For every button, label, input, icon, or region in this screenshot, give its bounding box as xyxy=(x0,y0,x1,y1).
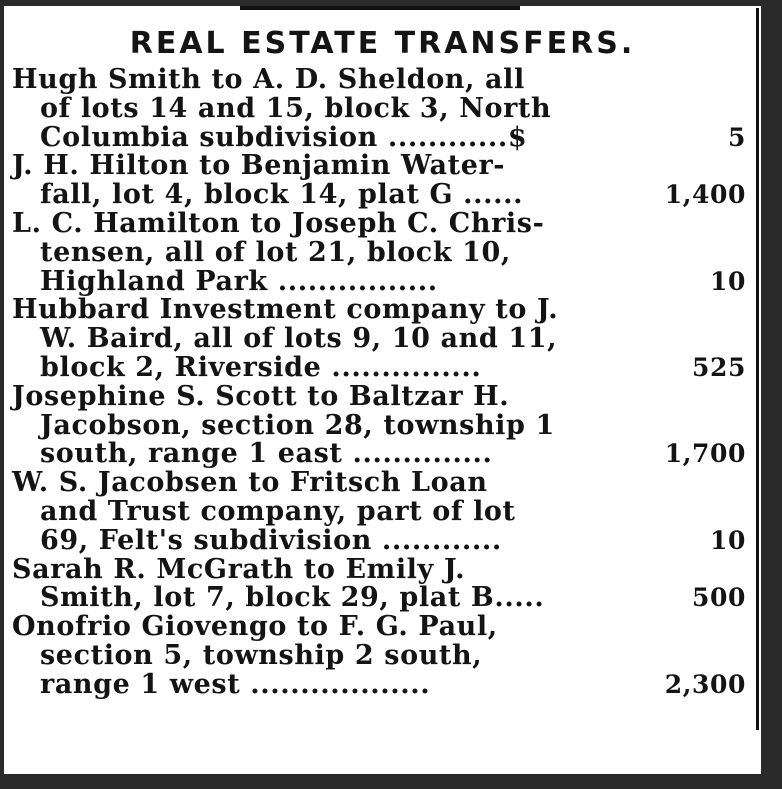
transfer-text: fall, lot 4, block 14, plat G ...... xyxy=(40,179,524,211)
transfer-line xyxy=(4,409,754,441)
transfer-line xyxy=(4,325,754,354)
transfer-line xyxy=(4,553,754,585)
transfer-text: Sarah R. McGrath to Emily J. xyxy=(12,553,466,585)
transfer-text: block 2, Riverside ............... xyxy=(40,351,482,383)
transfer-amount: 10 xyxy=(710,266,746,296)
transfer-amount: 10 xyxy=(710,525,746,555)
transfer-line xyxy=(4,668,754,700)
transfer-text: L. C. Hamilton to Joseph C. Chris- xyxy=(12,207,545,239)
transfer-text: Smith, lot 7, block 29, plat B..... xyxy=(40,582,545,614)
transfer-text: tensen, all of lot 21, block 10, xyxy=(40,236,511,268)
transfer-line xyxy=(4,584,754,613)
transfer-text: and Trust company, part of lot xyxy=(40,495,516,527)
transfer-line xyxy=(4,207,754,239)
top-rule xyxy=(240,6,520,10)
transfer-line xyxy=(4,639,754,671)
transfer-line xyxy=(4,296,754,325)
transfer-line xyxy=(4,265,754,297)
right-column-rule xyxy=(756,8,759,730)
transfer-amount: 525 xyxy=(692,352,746,382)
transfer-text: Highland Park ................ xyxy=(40,265,438,297)
transfer-line xyxy=(4,495,754,527)
transfer-text: W. S. Jacobsen to Fritsch Loan xyxy=(12,467,488,499)
newspaper-clipping xyxy=(4,6,761,774)
transfer-text: Hugh Smith to A. D. Sheldon, all xyxy=(12,64,525,95)
transfer-amount: 1,700 xyxy=(664,439,746,469)
transfer-line xyxy=(4,380,754,412)
transfer-text: section 5, township 2 south, xyxy=(40,639,483,671)
transfer-amount: 1,400 xyxy=(664,180,746,210)
transfer-line xyxy=(4,440,754,469)
transfer-line xyxy=(4,92,754,124)
transfer-amount: 500 xyxy=(692,583,746,613)
transfer-line xyxy=(4,121,754,153)
transfer-text: of lots 14 and 15, block 3, North xyxy=(40,92,552,124)
transfer-text: Onofrio Giovengo to F. G. Paul, xyxy=(12,611,498,643)
transfer-text: Jacobson, section 28, township 1 xyxy=(40,409,555,441)
transfer-line xyxy=(4,181,754,210)
transfer-line xyxy=(4,152,754,181)
transfer-line xyxy=(4,613,754,642)
transfer-line xyxy=(4,469,754,498)
transfer-text: Columbia subdivision ............$ xyxy=(40,121,528,153)
transfer-line xyxy=(4,351,754,383)
transfer-amount: 2,300 xyxy=(664,669,746,699)
transfer-list xyxy=(4,66,754,700)
transfer-text: Hubbard Investment company to J. xyxy=(12,294,559,326)
transfer-line xyxy=(4,524,754,556)
transfer-text: south, range 1 east .............. xyxy=(40,438,493,470)
transfer-text: J. H. Hilton to Benjamin Water- xyxy=(12,150,506,182)
section-heading: REAL ESTATE TRANSFERS. xyxy=(129,26,636,61)
transfer-text: Josephine S. Scott to Baltzar H. xyxy=(12,380,510,412)
transfer-line xyxy=(4,236,754,268)
transfer-amount: 5 xyxy=(728,122,746,152)
transfer-text: W. Baird, all of lots 9, 10 and 11, xyxy=(40,323,558,355)
transfer-line xyxy=(4,66,754,95)
transfer-text: 69, Felt's subdivision ............ xyxy=(40,524,502,556)
transfer-text: range 1 west .................. xyxy=(40,668,431,700)
